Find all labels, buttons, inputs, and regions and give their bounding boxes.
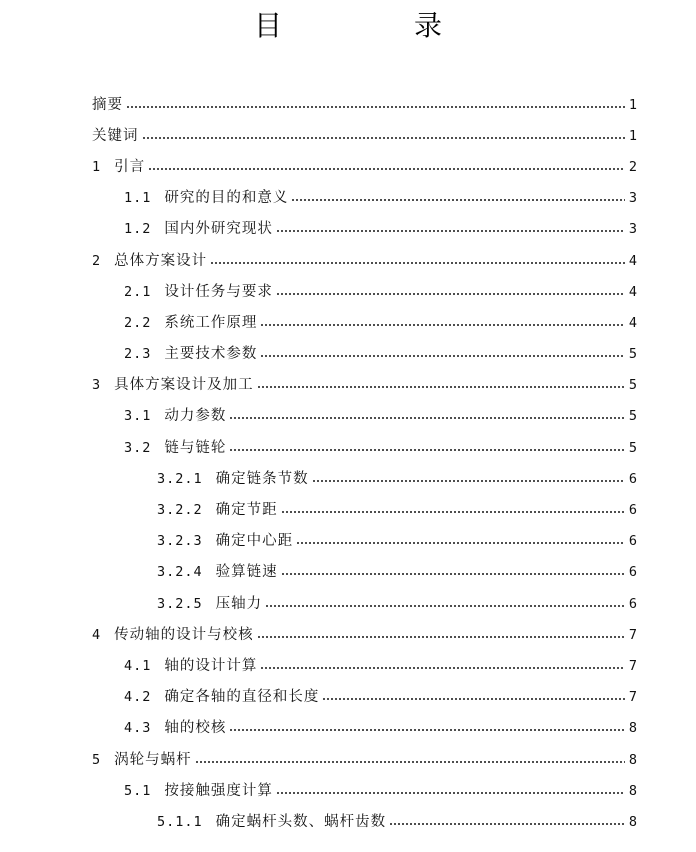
toc-entry-title: 系统工作原理	[164, 314, 258, 331]
toc-page-number: 7	[628, 689, 637, 706]
toc-entry-number: 2.3	[124, 346, 152, 363]
page-title: 目 录	[253, 9, 494, 42]
toc-entry[interactable]	[0, 744, 696, 775]
toc-page-number: 3	[628, 190, 637, 207]
toc-dot-leader	[276, 293, 625, 295]
toc-entry-title: 确定中心距	[215, 533, 294, 550]
toc-page-number: 5	[628, 377, 637, 394]
toc-entry-title: 确定节距	[215, 502, 278, 519]
toc-dot-leader	[142, 137, 626, 139]
toc-dot-leader	[229, 417, 625, 419]
toc-entry-number: 1.1	[124, 190, 152, 207]
toc-dot-leader	[276, 792, 625, 794]
toc-entry[interactable]	[0, 619, 696, 650]
toc-entry-number: 4.3	[124, 720, 152, 737]
toc-entry-title: 压轴力	[215, 595, 263, 612]
toc-dot-leader	[296, 542, 625, 544]
toc-entry[interactable]	[0, 183, 696, 214]
toc-entry[interactable]	[0, 432, 696, 463]
toc-dot-leader	[276, 230, 625, 232]
toc-entry[interactable]	[0, 370, 696, 401]
toc-entry-title: 传动轴的设计与校核	[114, 626, 254, 643]
toc-entry-title: 涡轮与蜗杆	[114, 751, 192, 768]
toc-dot-leader	[148, 168, 625, 170]
toc-entry[interactable]	[0, 713, 696, 744]
toc-page-number: 2	[628, 158, 637, 175]
toc-entry-number: 5.1.1	[157, 813, 203, 830]
toc-entry[interactable]	[0, 526, 696, 557]
toc-entry-title: 引言	[114, 158, 146, 175]
toc-page-number: 4	[628, 314, 637, 331]
toc-dot-leader	[260, 355, 625, 357]
toc-entry-number: 5	[92, 751, 102, 768]
toc-entry-title: 总体方案设计	[114, 252, 208, 269]
toc-page-number: 4	[628, 283, 637, 300]
toc-entry-number: 3.2.5	[157, 595, 203, 612]
toc-entry-title: 确定各轴的直径和长度	[164, 689, 320, 706]
toc-page-number: 6	[628, 595, 637, 612]
toc-entry[interactable]	[0, 557, 696, 588]
toc-page-number: 6	[628, 502, 637, 519]
toc-entry[interactable]	[0, 650, 696, 681]
toc-entry[interactable]	[0, 775, 696, 806]
toc-dot-leader	[312, 480, 625, 482]
toc-entry-title: 设计任务与要求	[164, 283, 273, 300]
toc-entry[interactable]	[0, 245, 696, 276]
toc-entry-number: 3.2.3	[157, 533, 203, 550]
toc-entry-title: 确定蜗杆头数、蜗杆齿数	[215, 813, 387, 830]
toc-entry-number: 4.2	[124, 689, 152, 706]
table-of-contents	[0, 89, 696, 838]
toc-entry[interactable]	[0, 401, 696, 432]
toc-page-number: 5	[628, 408, 637, 425]
toc-dot-leader	[389, 823, 625, 825]
toc-entry[interactable]	[0, 339, 696, 370]
toc-entry-title: 轴的设计计算	[164, 657, 258, 674]
toc-page-number: 1	[628, 127, 637, 144]
toc-entry-number: 2.1	[124, 283, 152, 300]
toc-dot-leader	[260, 324, 625, 326]
toc-page-number: 8	[628, 751, 637, 768]
toc-entry-number: 2	[92, 252, 102, 269]
toc-entry-number: 1.2	[124, 221, 152, 238]
toc-entry-number: 3.2	[124, 439, 152, 456]
toc-dot-leader	[265, 605, 625, 607]
toc-entry-title: 摘要	[92, 96, 123, 113]
toc-entry-title: 具体方案设计及加工	[114, 377, 254, 394]
toc-page-number: 5	[628, 346, 637, 363]
toc-dot-leader	[257, 636, 625, 638]
toc-entry-title: 动力参数	[164, 408, 227, 425]
toc-entry[interactable]	[0, 806, 696, 837]
toc-page-number: 6	[628, 564, 637, 581]
toc-page-number: 7	[628, 657, 637, 674]
toc-entry-title: 关键词	[92, 127, 139, 144]
toc-entry[interactable]	[0, 151, 696, 182]
toc-entry-title: 链与链轮	[164, 439, 227, 456]
toc-entry-number: 5.1	[124, 782, 152, 799]
toc-entry-number: 3	[92, 377, 102, 394]
toc-entry[interactable]	[0, 276, 696, 307]
toc-dot-leader	[229, 449, 625, 451]
toc-entry[interactable]	[0, 214, 696, 245]
toc-entry-number: 3.1	[124, 408, 152, 425]
toc-entry-title: 确定链条节数	[215, 470, 309, 487]
toc-entry[interactable]	[0, 89, 696, 120]
toc-entry-title: 国内外研究现状	[164, 221, 273, 238]
toc-dot-leader	[291, 199, 625, 201]
toc-dot-leader	[229, 729, 625, 731]
toc-dot-leader	[126, 106, 625, 108]
toc-entry-number: 3.2.1	[157, 470, 203, 487]
toc-entry-title: 研究的目的和意义	[164, 190, 289, 207]
toc-entry-number: 4	[92, 626, 102, 643]
toc-entry[interactable]	[0, 307, 696, 338]
toc-entry[interactable]	[0, 682, 696, 713]
toc-entry[interactable]	[0, 494, 696, 525]
toc-entry-number: 1	[92, 158, 102, 175]
toc-entry[interactable]	[0, 120, 696, 151]
toc-page-number: 6	[628, 470, 637, 487]
toc-dot-leader	[257, 386, 625, 388]
toc-entry-number: 3.2.2	[157, 502, 203, 519]
toc-page-number: 5	[628, 439, 637, 456]
toc-page-number: 8	[628, 813, 637, 830]
toc-page-number: 7	[628, 626, 637, 643]
toc-page-number: 6	[628, 533, 637, 550]
toc-page-number: 8	[628, 782, 637, 799]
toc-entry-number: 3.2.4	[157, 564, 203, 581]
toc-entry-number: 4.1	[124, 657, 152, 674]
toc-entry-title: 按接触强度计算	[164, 782, 273, 799]
toc-dot-leader	[281, 511, 625, 513]
toc-entry[interactable]	[0, 463, 696, 494]
toc-entry-title: 验算链速	[215, 564, 278, 581]
toc-dot-leader	[322, 698, 625, 700]
toc-entry-title: 轴的校核	[164, 720, 227, 737]
toc-page-number: 3	[628, 221, 637, 238]
toc-page-number: 8	[628, 720, 637, 737]
toc-dot-leader	[195, 761, 625, 763]
toc-entry-number: 2.2	[124, 314, 152, 331]
toc-dot-leader	[281, 573, 625, 575]
toc-page-number: 1	[628, 96, 637, 113]
toc-dot-leader	[210, 262, 625, 264]
toc-dot-leader	[260, 667, 625, 669]
toc-entry-title: 主要技术参数	[164, 346, 258, 363]
toc-page-number: 4	[628, 252, 637, 269]
toc-entry[interactable]	[0, 588, 696, 619]
